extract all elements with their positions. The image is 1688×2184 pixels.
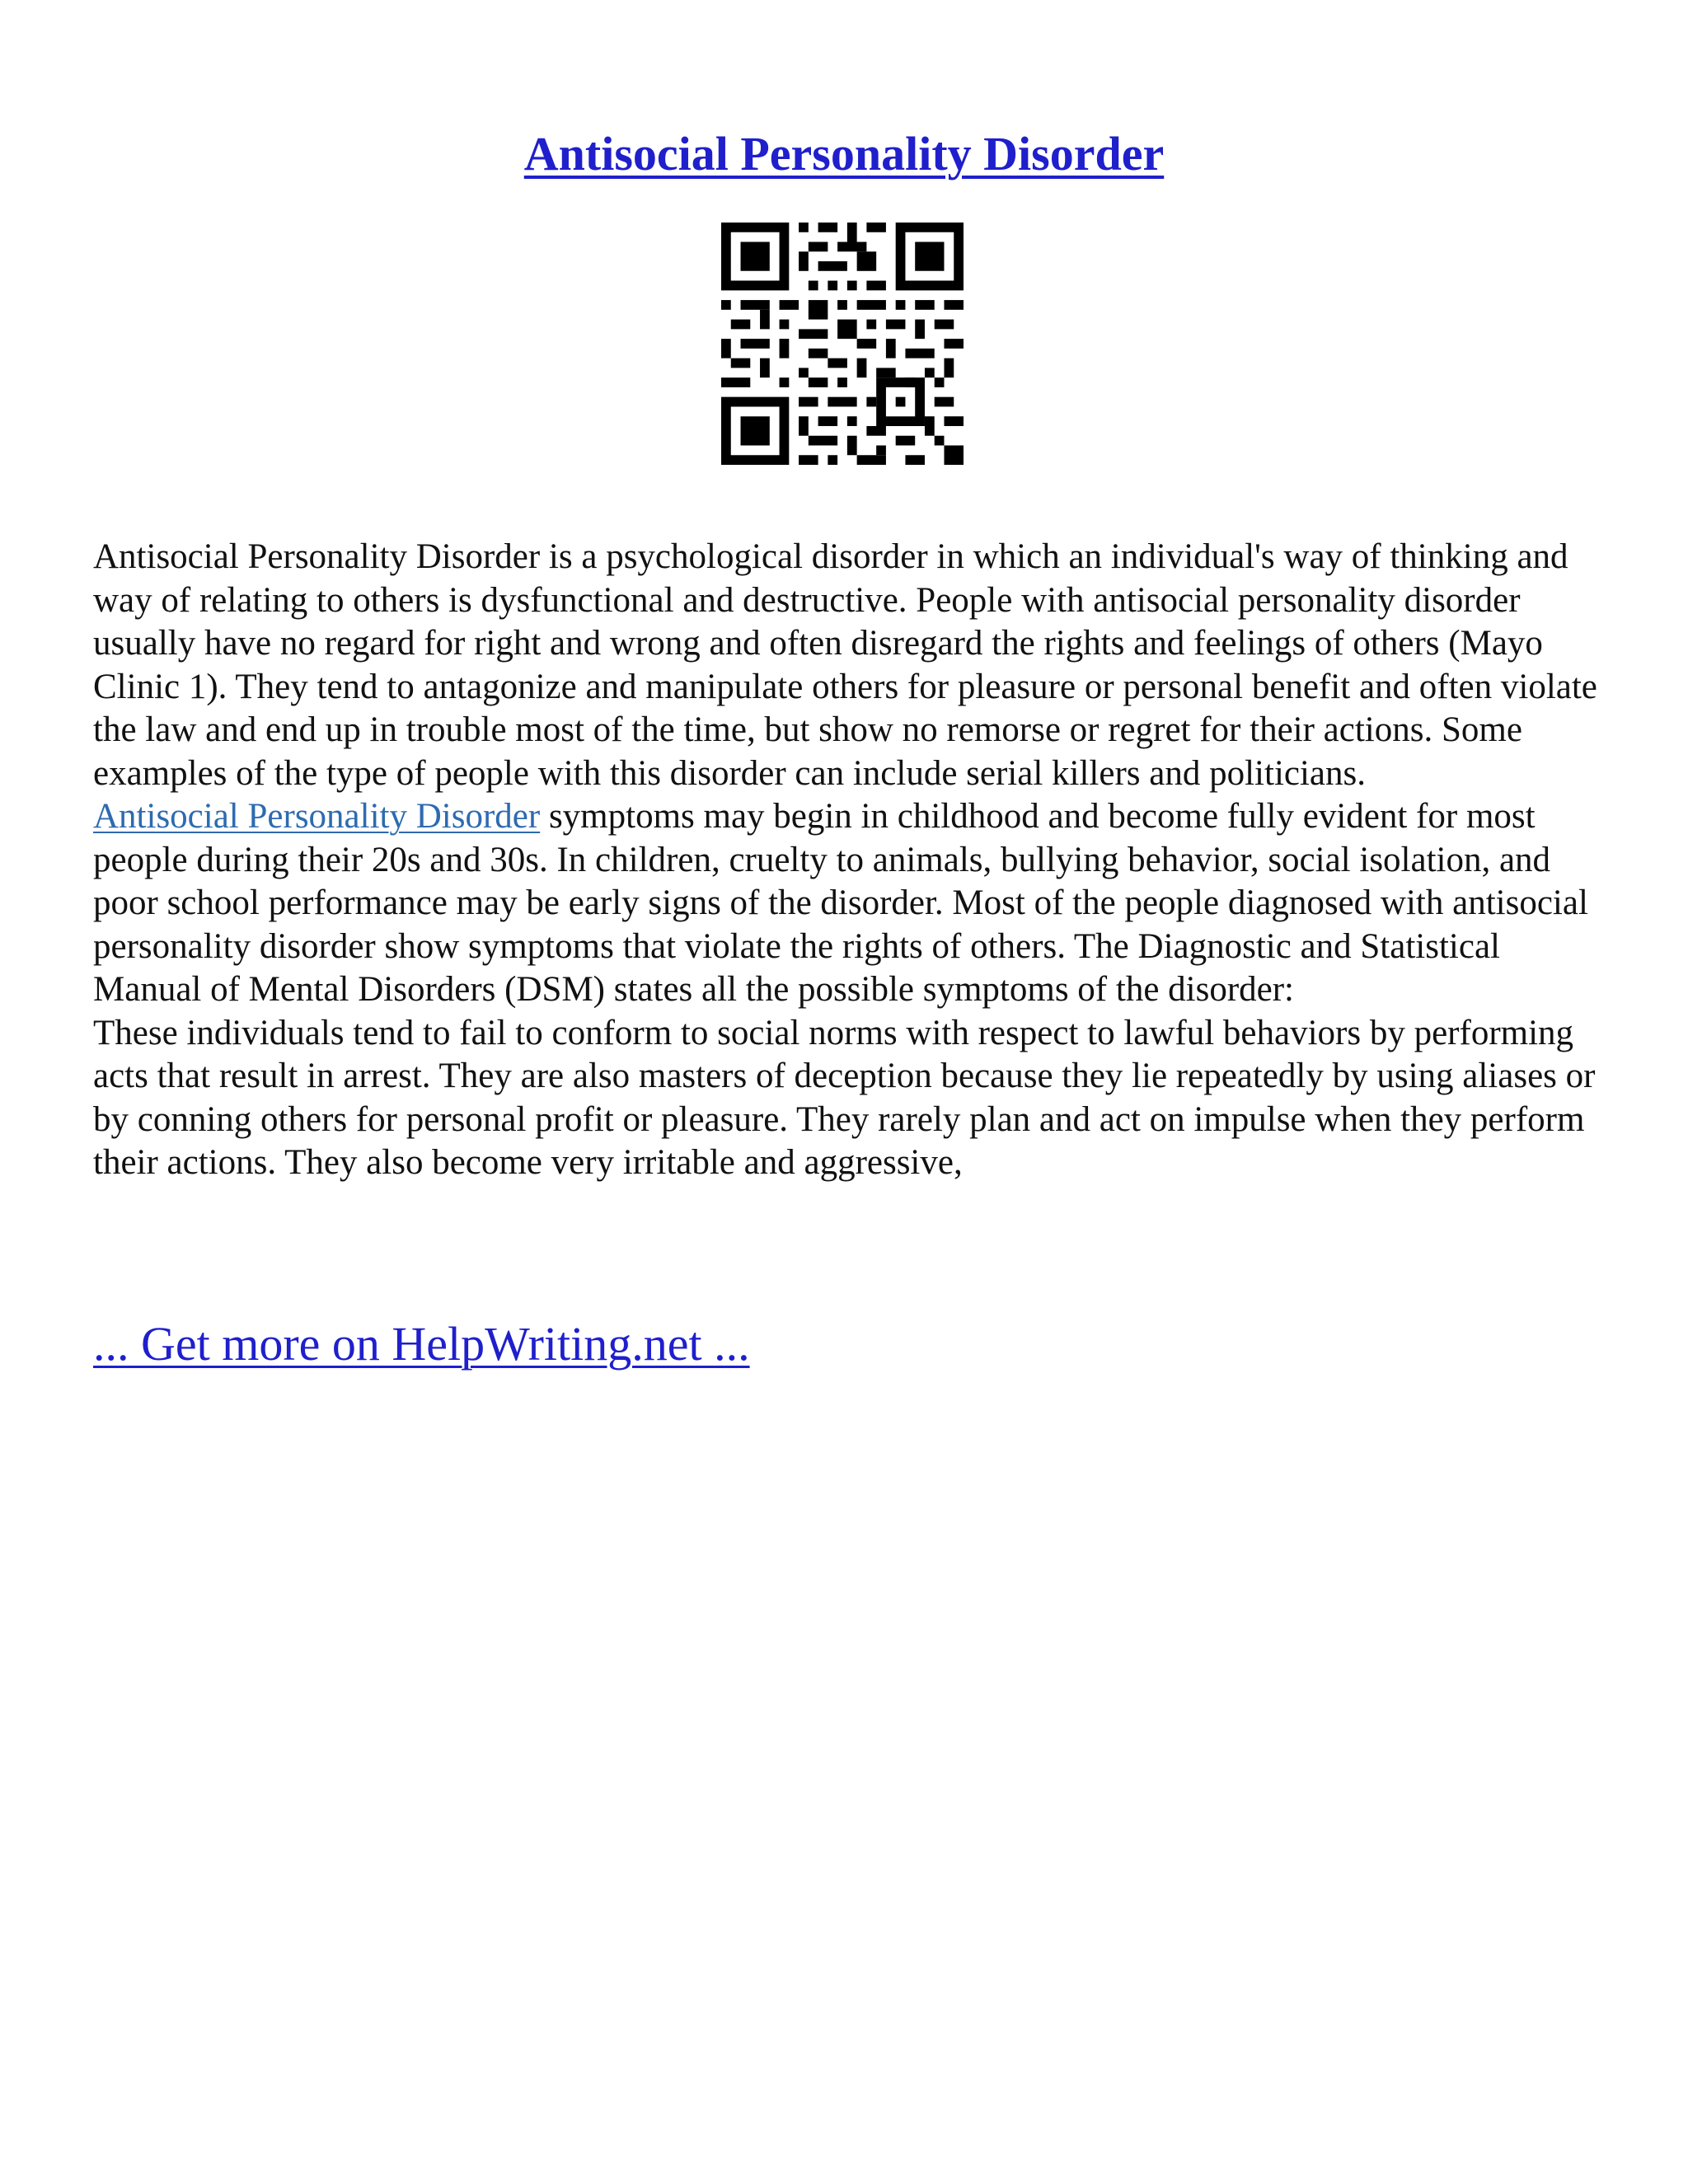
inline-topic-link[interactable]: Antisocial Personality Disorder: [93, 797, 541, 836]
qr-code-graphic: [721, 223, 964, 465]
title-link[interactable]: Antisocial Personality Disorder: [523, 126, 1165, 180]
article-body: [93, 536, 1601, 1185]
page-title: [0, 121, 1688, 187]
paragraph-intro: Antisocial Personality Disorder is a psychological disorder in which an individual's way of thinking and way of relating to others is dysfunctional and destructive. People with antisocial personality disorder usually have no regard for right and wrong and often disregard the rights and feelings of others (Mayo Clinic 1). They tend to antagonize and manipulate others for pleasure or personal benefit and often violate the law and end up in trouble most of the time, but show no remorse or regret for their actions. Some examples of the type of people with this disorder can include serial killers and politicians.: [93, 537, 1597, 793]
qr-code-icon: [721, 223, 964, 465]
paragraph-behaviors: These individuals tend to fail to conform to social norms with respect to lawful behaviors by performing acts that result in arrest. They are also masters of deception because they lie repeatedly by using aliases or by conning others for personal profit or pleasure. They rarely plan and act on impulse when they perform their actions. They also become very irritable and aggressive,: [93, 1013, 1596, 1182]
paragraph-symptoms: [93, 795, 1601, 1012]
get-more-link[interactable]: ... Get more on HelpWriting.net ...: [93, 1317, 750, 1371]
get-more-link-container: [93, 1315, 750, 1373]
paragraph-symptoms-text: symptoms may begin in childhood and become fully evident for most people during their 20s and 30s. In children, cruelty to animals, bullying behavior, social isolation, and poor school performance may be early signs of the disorder. Most of the people diagnosed with antisocial personality disorder show symptoms that violate the rights of others. The Diagnostic and Statistical Manual of Mental Disorders (DSM) states all the possible symptoms of the disorder:: [93, 797, 1588, 1009]
